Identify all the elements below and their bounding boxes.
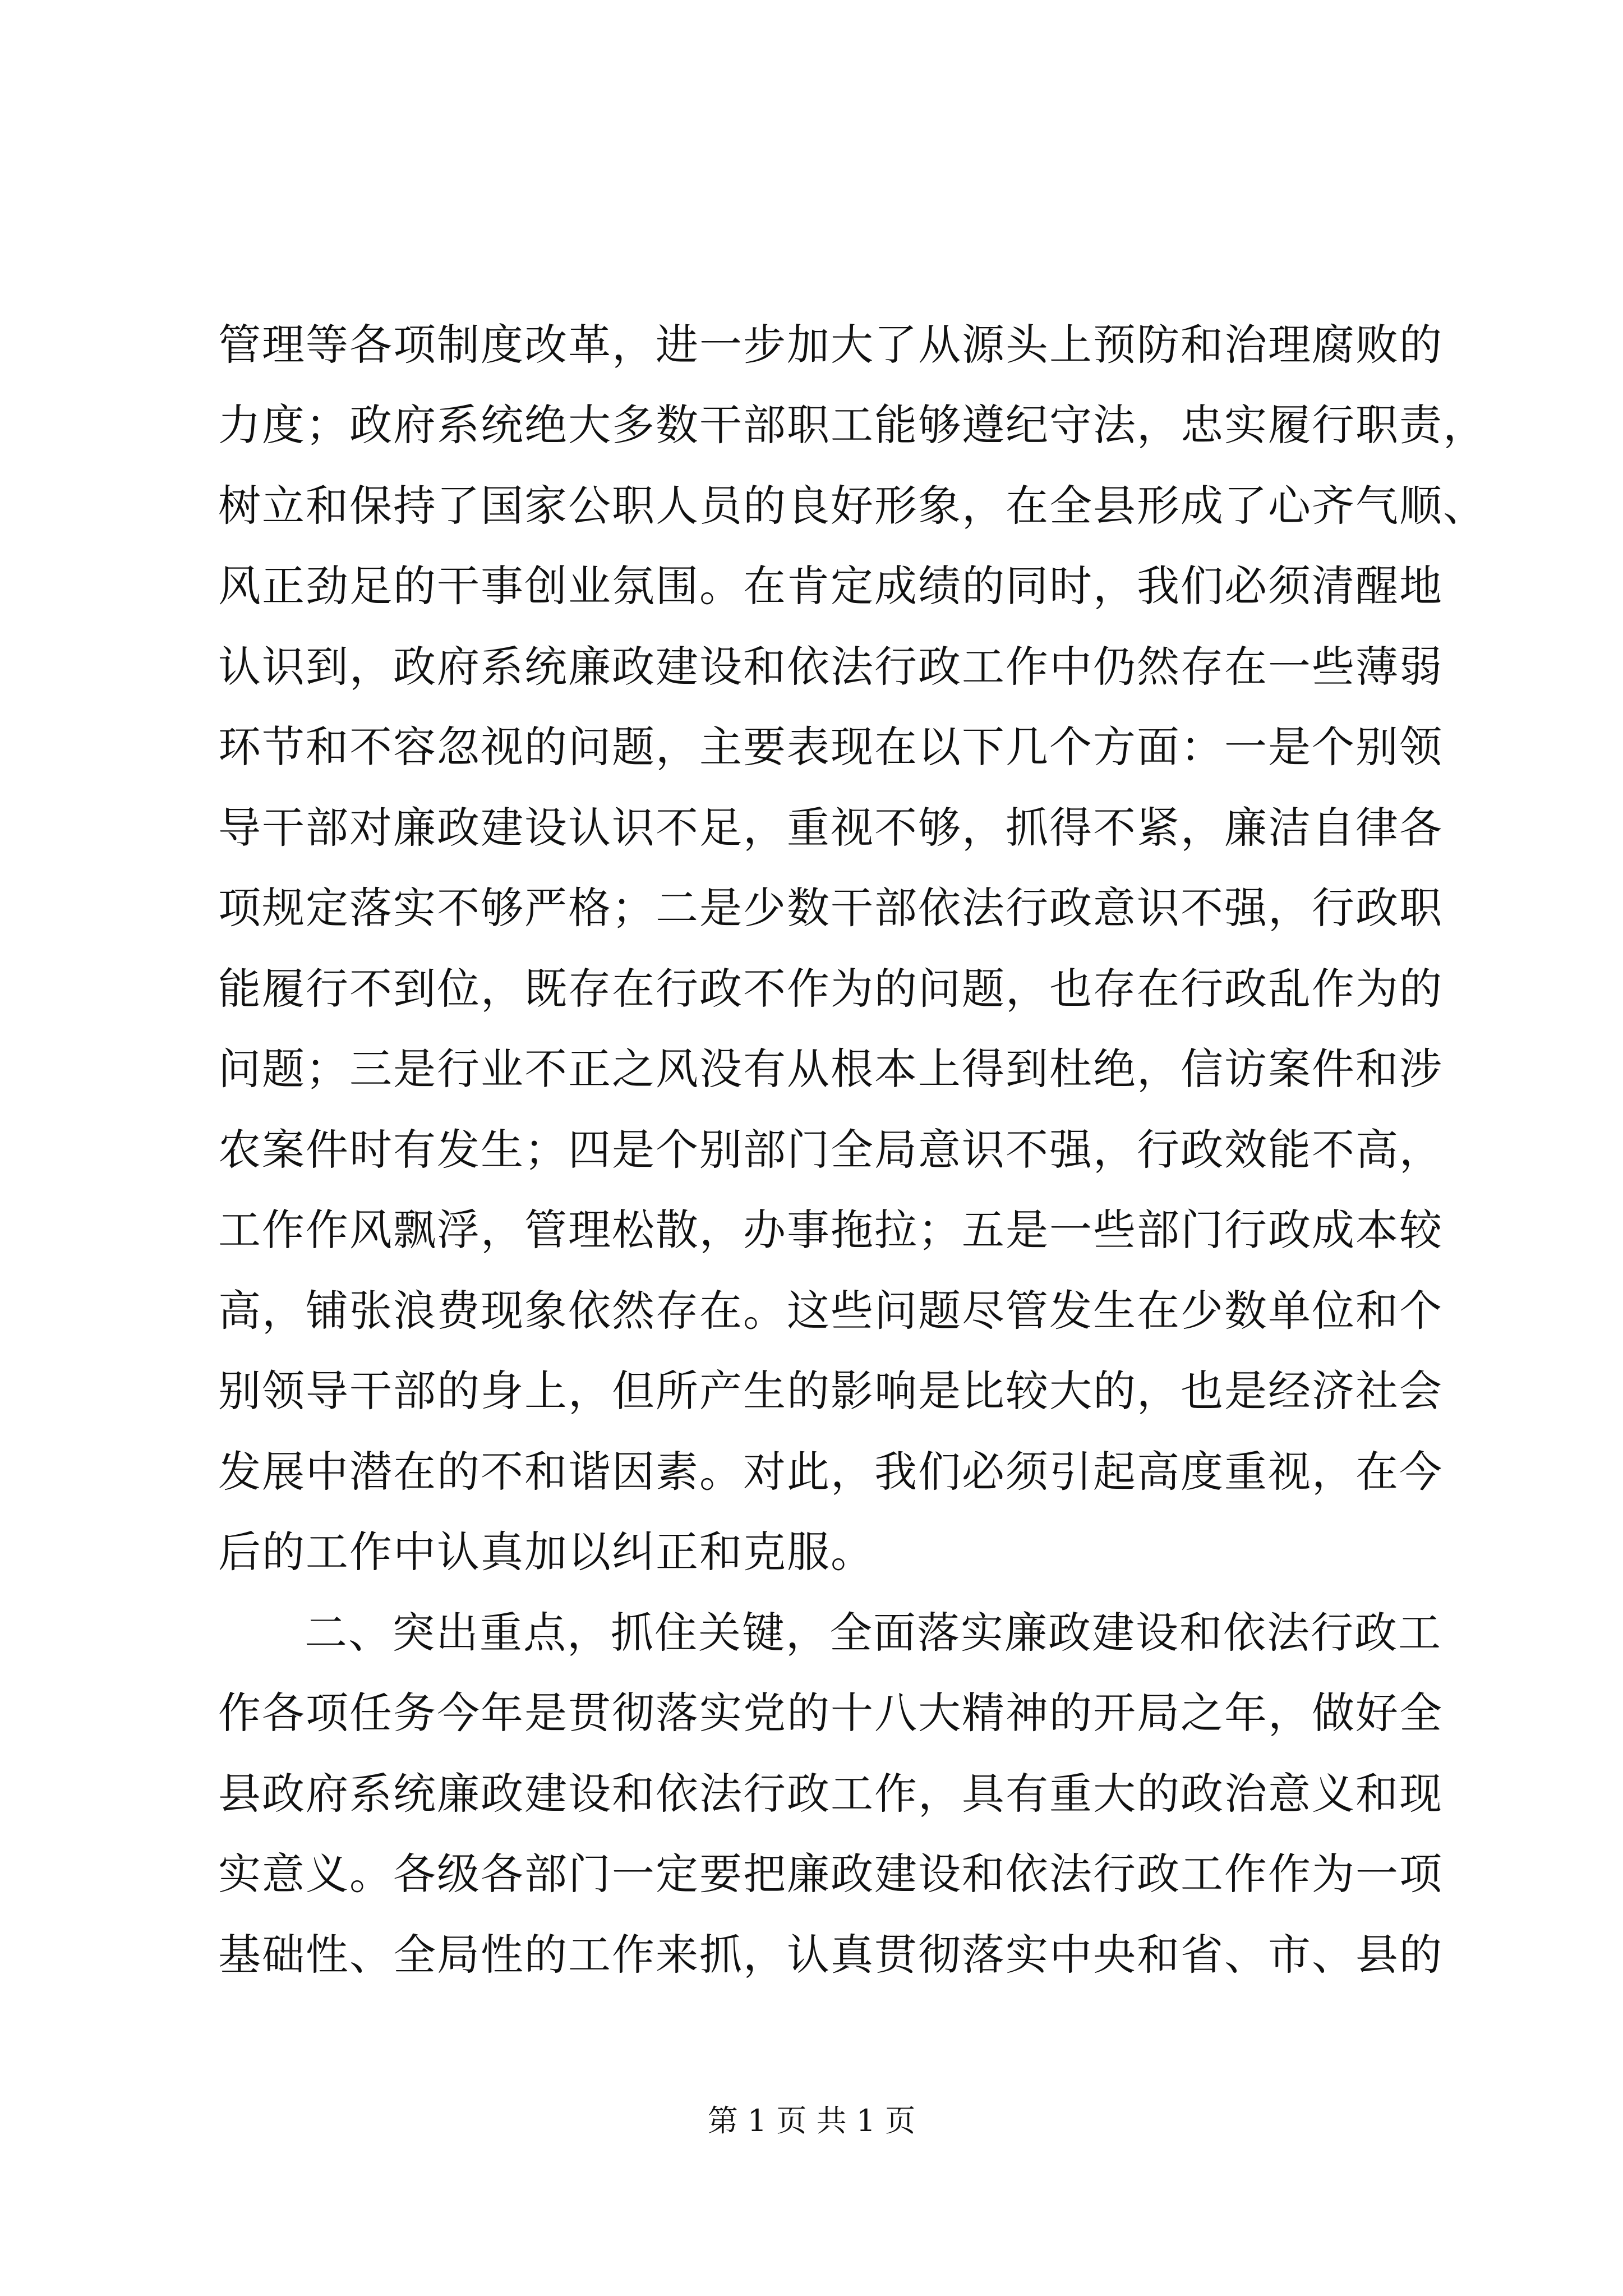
text-line: 问题；三是行业不正之风没有从根本上得到杜绝，信访案件和涉 [218,1044,1443,1094]
text-line: 认识到，政府系统廉政建设和依法行政工作中仍然存在一些薄弱 [218,642,1443,692]
text-line: 管理等各项制度改革，进一步加大了从源头上预防和治理腐败的 [218,320,1443,370]
text-line: 工作作风飘浮，管理松散，办事拖拉；五是一些部门行政成本较 [218,1205,1443,1255]
text-line: 县政府系统廉政建设和依法行政工作，具有重大的政治意义和现 [218,1769,1443,1819]
text-line: 发展中潜在的不和谐因素。对此，我们必须引起高度重视，在今 [218,1447,1443,1497]
text-line: 作各项任务今年是贯彻落实党的十八大精神的开局之年，做好全 [218,1688,1443,1738]
text-line: 基础性、全局性的工作来抓，认真贯彻落实中央和省、市、县的 [218,1930,1443,1980]
text-line: 树立和保持了国家公职人员的良好形象，在全县形成了心齐气顺、 [218,481,1487,531]
text-line: 导干部对廉政建设认识不足，重视不够，抓得不紧，廉洁自律各 [218,803,1443,853]
section-heading-line: 二、突出重点，抓住关键，全面落实廉政建设和依法行政工 [305,1608,1442,1658]
text-line: 项规定落实不够严格；二是少数干部依法行政意识不强，行政职 [218,883,1443,933]
text-line: 别领导干部的身上，但所产生的影响是比较大的，也是经济社会 [218,1366,1443,1416]
text-line: 实意义。各级各部门一定要把廉政建设和依法行政工作作为一项 [218,1849,1443,1899]
text-line: 后的工作中认真加以纠正和克服。 [218,1527,874,1577]
text-line: 力度；政府系统绝大多数干部职工能够遵纪守法，忠实履行职责， [218,400,1487,450]
text-line: 能履行不到位，既存在行政不作为的问题，也存在行政乱作为的 [218,964,1443,1014]
text-line: 农案件时有发生；四是个别部门全局意识不强，行政效能不高， [218,1125,1443,1175]
text-line: 高，铺张浪费现象依然存在。这些问题尽管发生在少数单位和个 [218,1286,1443,1336]
page-number: 第 1 页 共 1 页 [707,2103,916,2138]
text-line: 环节和不容忽视的问题，主要表现在以下几个方面：一是个别领 [218,722,1443,772]
text-line: 风正劲足的干事创业氛围。在肯定成绩的同时，我们必须清醒地 [218,561,1443,611]
